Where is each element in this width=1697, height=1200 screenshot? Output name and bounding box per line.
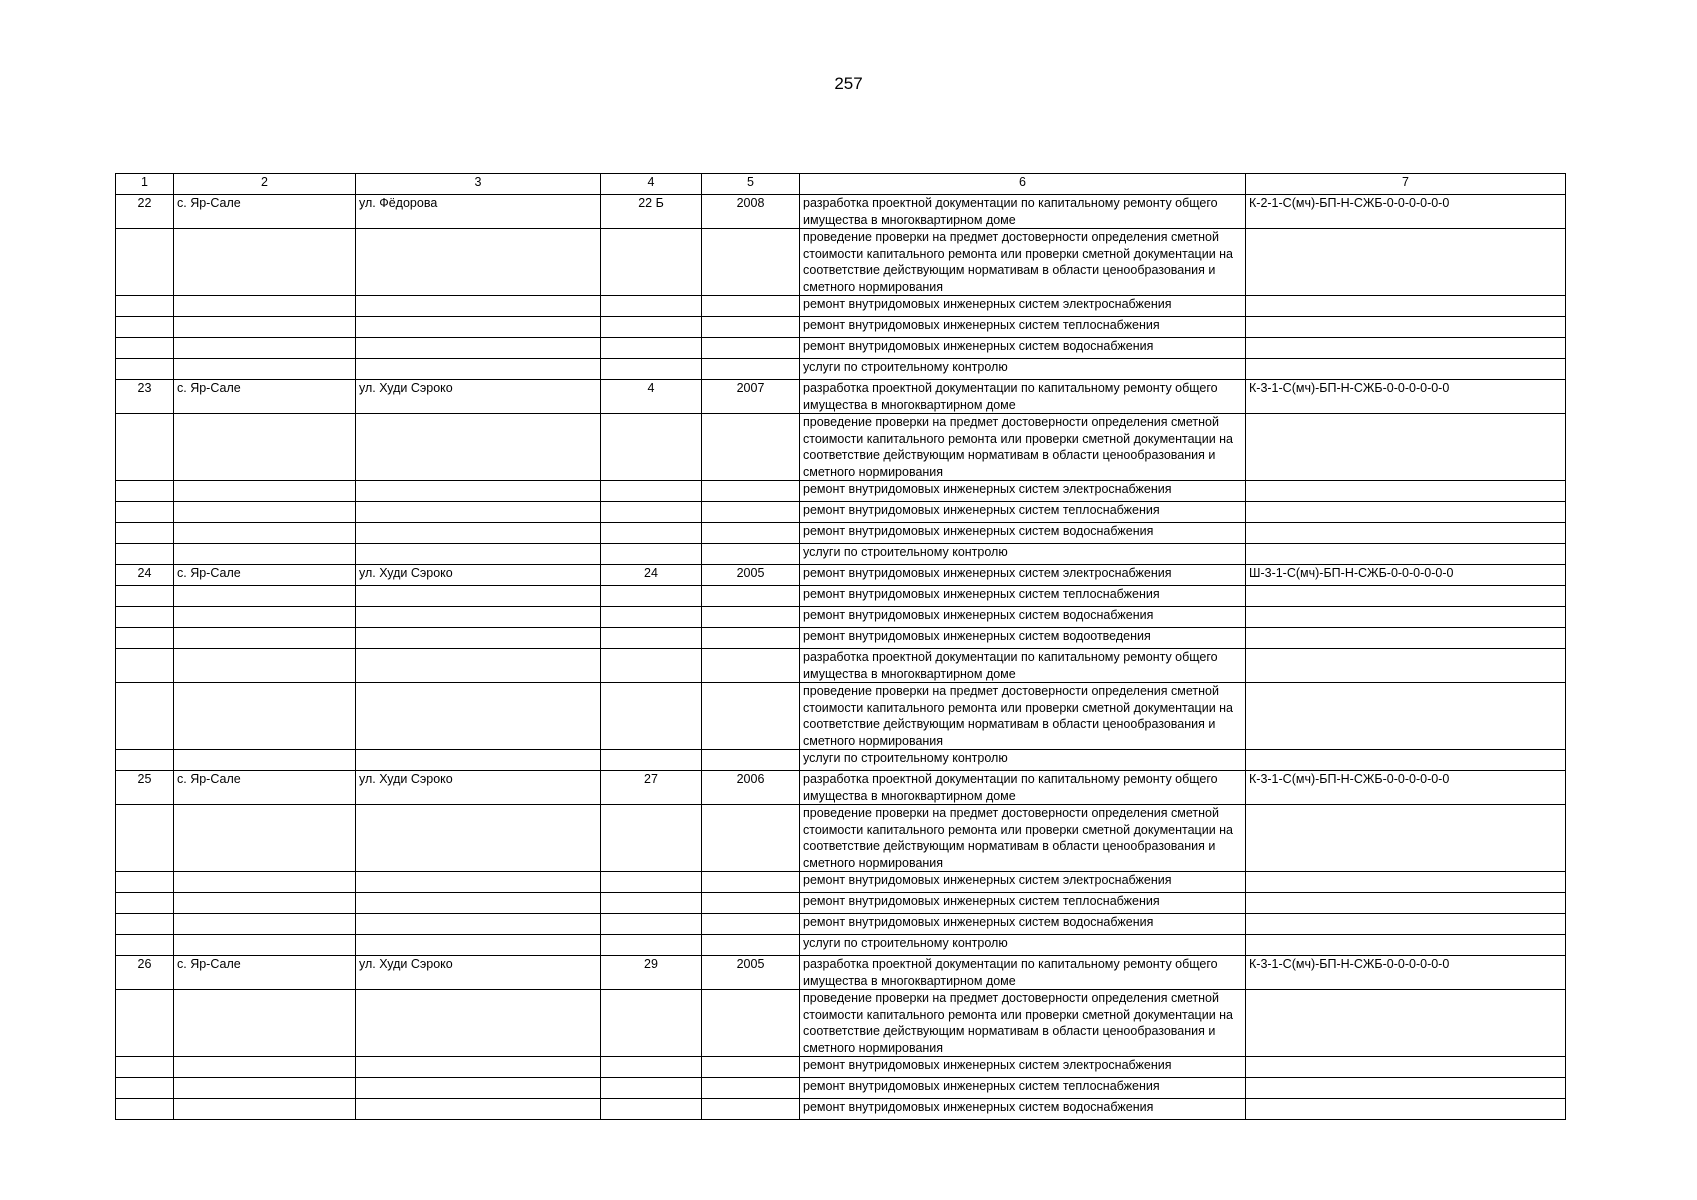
settlement-cell: с. Яр-Сале	[174, 565, 356, 586]
house-cell: 24	[601, 565, 702, 586]
row-number	[116, 1057, 174, 1078]
street-cell	[356, 481, 601, 502]
house-cell	[601, 586, 702, 607]
table-row	[116, 544, 1566, 565]
work-cell: проведение проверки на предмет достоверности определения сметной стоимости капитального ремонта или проверки сметной документации на соответствие действующим нормативам в области ценообразования и сметного нормирования	[800, 805, 1246, 872]
house-cell: 22 Б	[601, 195, 702, 229]
table-row	[116, 872, 1566, 893]
code-cell	[1246, 523, 1566, 544]
year-cell	[702, 990, 800, 1057]
street-cell	[356, 1099, 601, 1120]
table-row	[116, 229, 1566, 296]
settlement-cell	[174, 872, 356, 893]
table-row	[116, 380, 1566, 414]
code-cell	[1246, 296, 1566, 317]
code-cell: К-3-1-С(мч)-БП-Н-СЖБ-0-0-0-0-0-0	[1246, 956, 1566, 990]
house-cell	[601, 544, 702, 565]
code-cell: К-3-1-С(мч)-БП-Н-СЖБ-0-0-0-0-0-0	[1246, 380, 1566, 414]
street-cell	[356, 990, 601, 1057]
settlement-cell	[174, 544, 356, 565]
street-cell	[356, 414, 601, 481]
row-number	[116, 317, 174, 338]
code-cell	[1246, 990, 1566, 1057]
row-number	[116, 544, 174, 565]
code-cell	[1246, 1078, 1566, 1099]
table-row	[116, 565, 1566, 586]
work-cell: ремонт внутридомовых инженерных систем теплоснабжения	[800, 893, 1246, 914]
code-cell	[1246, 338, 1566, 359]
code-cell	[1246, 544, 1566, 565]
code-cell	[1246, 1099, 1566, 1120]
table-row	[116, 414, 1566, 481]
year-cell	[702, 296, 800, 317]
street-cell	[356, 338, 601, 359]
work-cell: услуги по строительному контролю	[800, 750, 1246, 771]
code-cell	[1246, 607, 1566, 628]
year-cell	[702, 523, 800, 544]
settlement-cell	[174, 914, 356, 935]
table-row	[116, 338, 1566, 359]
row-number	[116, 750, 174, 771]
row-number	[116, 502, 174, 523]
table-row	[116, 1078, 1566, 1099]
street-cell	[356, 893, 601, 914]
year-cell	[702, 872, 800, 893]
street-cell	[356, 229, 601, 296]
house-cell: 4	[601, 380, 702, 414]
street-cell	[356, 914, 601, 935]
street-cell	[356, 1057, 601, 1078]
settlement-cell	[174, 317, 356, 338]
settlement-cell	[174, 1078, 356, 1099]
work-cell: ремонт внутридомовых инженерных систем водоснабжения	[800, 607, 1246, 628]
table-row	[116, 649, 1566, 683]
settlement-cell	[174, 750, 356, 771]
code-cell	[1246, 359, 1566, 380]
table-body	[116, 195, 1566, 1120]
house-cell	[601, 523, 702, 544]
row-number	[116, 628, 174, 649]
house-cell	[601, 649, 702, 683]
code-cell	[1246, 893, 1566, 914]
house-cell	[601, 893, 702, 914]
street-cell: ул. Фёдорова	[356, 195, 601, 229]
work-cell: разработка проектной документации по капитальному ремонту общего имущества в многоквартирном доме	[800, 380, 1246, 414]
settlement-cell	[174, 1099, 356, 1120]
row-number	[116, 893, 174, 914]
page-number: 257	[834, 74, 863, 93]
work-cell: ремонт внутридомовых инженерных систем водоснабжения	[800, 1099, 1246, 1120]
table-row	[116, 502, 1566, 523]
row-number	[116, 935, 174, 956]
street-cell	[356, 607, 601, 628]
house-cell	[601, 317, 702, 338]
work-cell: ремонт внутридомовых инженерных систем электроснабжения	[800, 481, 1246, 502]
street-cell	[356, 1078, 601, 1099]
work-cell: ремонт внутридомовых инженерных систем теплоснабжения	[800, 1078, 1246, 1099]
settlement-cell	[174, 1057, 356, 1078]
work-cell: проведение проверки на предмет достоверности определения сметной стоимости капитального ремонта или проверки сметной документации на соответствие действующим нормативам в области ценообразования и сметного нормирования	[800, 683, 1246, 750]
settlement-cell: с. Яр-Сале	[174, 195, 356, 229]
house-cell: 29	[601, 956, 702, 990]
street-cell	[356, 683, 601, 750]
code-cell	[1246, 317, 1566, 338]
code-cell	[1246, 750, 1566, 771]
year-cell	[702, 1057, 800, 1078]
house-cell	[601, 338, 702, 359]
work-cell: ремонт внутридомовых инженерных систем электроснабжения	[800, 565, 1246, 586]
code-cell	[1246, 872, 1566, 893]
column-header-6: 6	[800, 174, 1246, 195]
table-row	[116, 195, 1566, 229]
column-header-3: 3	[356, 174, 601, 195]
house-cell	[601, 914, 702, 935]
settlement-cell	[174, 523, 356, 544]
row-number: 26	[116, 956, 174, 990]
table-row	[116, 1057, 1566, 1078]
street-cell	[356, 502, 601, 523]
row-number	[116, 649, 174, 683]
street-cell	[356, 750, 601, 771]
street-cell: ул. Худи Сэроко	[356, 380, 601, 414]
work-cell: разработка проектной документации по капитальному ремонту общего имущества в многоквартирном доме	[800, 195, 1246, 229]
year-cell	[702, 805, 800, 872]
work-cell: разработка проектной документации по капитальному ремонту общего имущества в многоквартирном доме	[800, 649, 1246, 683]
table-row	[116, 956, 1566, 990]
house-cell	[601, 502, 702, 523]
settlement-cell	[174, 990, 356, 1057]
work-cell: разработка проектной документации по капитальному ремонту общего имущества в многоквартирном доме	[800, 771, 1246, 805]
row-number	[116, 805, 174, 872]
year-cell: 2008	[702, 195, 800, 229]
work-cell: ремонт внутридомовых инженерных систем водоснабжения	[800, 523, 1246, 544]
code-cell	[1246, 935, 1566, 956]
row-number	[116, 414, 174, 481]
code-cell: К-3-1-С(мч)-БП-Н-СЖБ-0-0-0-0-0-0	[1246, 771, 1566, 805]
work-cell: услуги по строительному контролю	[800, 935, 1246, 956]
row-number	[116, 338, 174, 359]
settlement-cell	[174, 683, 356, 750]
table-row	[116, 935, 1566, 956]
row-number: 22	[116, 195, 174, 229]
row-number: 24	[116, 565, 174, 586]
row-number	[116, 359, 174, 380]
code-cell	[1246, 414, 1566, 481]
table-row	[116, 628, 1566, 649]
year-cell: 2005	[702, 565, 800, 586]
year-cell	[702, 628, 800, 649]
table-row	[116, 1099, 1566, 1120]
house-cell	[601, 296, 702, 317]
year-cell	[702, 935, 800, 956]
street-cell	[356, 805, 601, 872]
year-cell	[702, 229, 800, 296]
code-cell	[1246, 683, 1566, 750]
table-row	[116, 750, 1566, 771]
row-number	[116, 1078, 174, 1099]
table-row	[116, 317, 1566, 338]
header-row	[116, 174, 1566, 195]
work-cell: ремонт внутридомовых инженерных систем электроснабжения	[800, 872, 1246, 893]
year-cell: 2005	[702, 956, 800, 990]
table-row	[116, 523, 1566, 544]
table-row	[116, 359, 1566, 380]
street-cell	[356, 935, 601, 956]
work-cell: ремонт внутридомовых инженерных систем теплоснабжения	[800, 317, 1246, 338]
year-cell	[702, 914, 800, 935]
work-cell: разработка проектной документации по капитальному ремонту общего имущества в многоквартирном доме	[800, 956, 1246, 990]
street-cell	[356, 586, 601, 607]
year-cell	[702, 1078, 800, 1099]
street-cell	[356, 872, 601, 893]
house-cell	[601, 481, 702, 502]
settlement-cell	[174, 935, 356, 956]
house-cell	[601, 607, 702, 628]
table-row	[116, 771, 1566, 805]
year-cell	[702, 649, 800, 683]
row-number	[116, 296, 174, 317]
row-number	[116, 481, 174, 502]
code-cell	[1246, 649, 1566, 683]
year-cell	[702, 893, 800, 914]
house-cell	[601, 414, 702, 481]
settlement-cell	[174, 229, 356, 296]
house-cell	[601, 1057, 702, 1078]
row-number	[116, 607, 174, 628]
work-cell: услуги по строительному контролю	[800, 544, 1246, 565]
settlement-cell	[174, 628, 356, 649]
work-cell: проведение проверки на предмет достоверности определения сметной стоимости капитального ремонта или проверки сметной документации на соответствие действующим нормативам в области ценообразования и сметного нормирования	[800, 990, 1246, 1057]
house-cell	[601, 1099, 702, 1120]
work-cell: ремонт внутридомовых инженерных систем водоотведения	[800, 628, 1246, 649]
year-cell	[702, 683, 800, 750]
year-cell	[702, 414, 800, 481]
house-cell	[601, 683, 702, 750]
row-number: 25	[116, 771, 174, 805]
table-row	[116, 914, 1566, 935]
settlement-cell	[174, 338, 356, 359]
house-cell: 27	[601, 771, 702, 805]
code-cell	[1246, 586, 1566, 607]
year-cell	[702, 544, 800, 565]
table-row	[116, 683, 1566, 750]
work-cell: услуги по строительному контролю	[800, 359, 1246, 380]
settlement-cell: с. Яр-Сале	[174, 956, 356, 990]
year-cell	[702, 586, 800, 607]
house-cell	[601, 1078, 702, 1099]
settlement-cell	[174, 359, 356, 380]
street-cell	[356, 296, 601, 317]
code-cell	[1246, 628, 1566, 649]
code-cell	[1246, 481, 1566, 502]
column-header-7: 7	[1246, 174, 1566, 195]
code-cell	[1246, 1057, 1566, 1078]
column-header-4: 4	[601, 174, 702, 195]
year-cell: 2007	[702, 380, 800, 414]
settlement-cell	[174, 586, 356, 607]
year-cell: 2006	[702, 771, 800, 805]
settlement-cell: с. Яр-Сале	[174, 771, 356, 805]
house-cell	[601, 872, 702, 893]
house-cell	[601, 359, 702, 380]
street-cell	[356, 359, 601, 380]
row-number	[116, 914, 174, 935]
street-cell	[356, 628, 601, 649]
code-cell: Ш-3-1-С(мч)-БП-Н-СЖБ-0-0-0-0-0-0	[1246, 565, 1566, 586]
work-cell: ремонт внутридомовых инженерных систем теплоснабжения	[800, 586, 1246, 607]
year-cell	[702, 607, 800, 628]
work-cell: ремонт внутридомовых инженерных систем теплоснабжения	[800, 502, 1246, 523]
row-number: 23	[116, 380, 174, 414]
work-cell: проведение проверки на предмет достоверности определения сметной стоимости капитального ремонта или проверки сметной документации на соответствие действующим нормативам в области ценообразования и сметного нормирования	[800, 229, 1246, 296]
row-number	[116, 872, 174, 893]
row-number	[116, 523, 174, 544]
row-number	[116, 683, 174, 750]
house-cell	[601, 805, 702, 872]
work-cell: проведение проверки на предмет достоверности определения сметной стоимости капитального ремонта или проверки сметной документации на соответствие действующим нормативам в области ценообразования и сметного нормирования	[800, 414, 1246, 481]
table-row	[116, 481, 1566, 502]
works-table	[115, 173, 1566, 1120]
settlement-cell	[174, 296, 356, 317]
table-header	[116, 174, 1566, 195]
table-row	[116, 586, 1566, 607]
settlement-cell	[174, 805, 356, 872]
year-cell	[702, 338, 800, 359]
settlement-cell	[174, 414, 356, 481]
house-cell	[601, 935, 702, 956]
settlement-cell	[174, 502, 356, 523]
work-cell: ремонт внутридомовых инженерных систем водоснабжения	[800, 914, 1246, 935]
house-cell	[601, 229, 702, 296]
street-cell	[356, 523, 601, 544]
street-cell: ул. Худи Сэроко	[356, 956, 601, 990]
code-cell: К-2-1-С(мч)-БП-Н-СЖБ-0-0-0-0-0-0	[1246, 195, 1566, 229]
house-cell	[601, 628, 702, 649]
row-number	[116, 586, 174, 607]
column-header-2: 2	[174, 174, 356, 195]
street-cell: ул. Худи Сэроко	[356, 771, 601, 805]
row-number	[116, 229, 174, 296]
table-row	[116, 805, 1566, 872]
code-cell	[1246, 502, 1566, 523]
table-row	[116, 607, 1566, 628]
settlement-cell	[174, 481, 356, 502]
column-header-5: 5	[702, 174, 800, 195]
year-cell	[702, 1099, 800, 1120]
street-cell	[356, 317, 601, 338]
house-cell	[601, 990, 702, 1057]
code-cell	[1246, 229, 1566, 296]
table-row	[116, 893, 1566, 914]
row-number	[116, 990, 174, 1057]
street-cell	[356, 544, 601, 565]
code-cell	[1246, 914, 1566, 935]
street-cell	[356, 649, 601, 683]
work-cell: ремонт внутридомовых инженерных систем электроснабжения	[800, 1057, 1246, 1078]
work-cell: ремонт внутридомовых инженерных систем электроснабжения	[800, 296, 1246, 317]
column-header-1: 1	[116, 174, 174, 195]
settlement-cell	[174, 649, 356, 683]
year-cell	[702, 317, 800, 338]
settlement-cell	[174, 607, 356, 628]
settlement-cell: с. Яр-Сале	[174, 380, 356, 414]
code-cell	[1246, 805, 1566, 872]
year-cell	[702, 481, 800, 502]
year-cell	[702, 750, 800, 771]
street-cell: ул. Худи Сэроко	[356, 565, 601, 586]
work-cell: ремонт внутридомовых инженерных систем водоснабжения	[800, 338, 1246, 359]
row-number	[116, 1099, 174, 1120]
house-cell	[601, 750, 702, 771]
table-row	[116, 990, 1566, 1057]
settlement-cell	[174, 893, 356, 914]
year-cell	[702, 359, 800, 380]
table-row	[116, 296, 1566, 317]
year-cell	[702, 502, 800, 523]
